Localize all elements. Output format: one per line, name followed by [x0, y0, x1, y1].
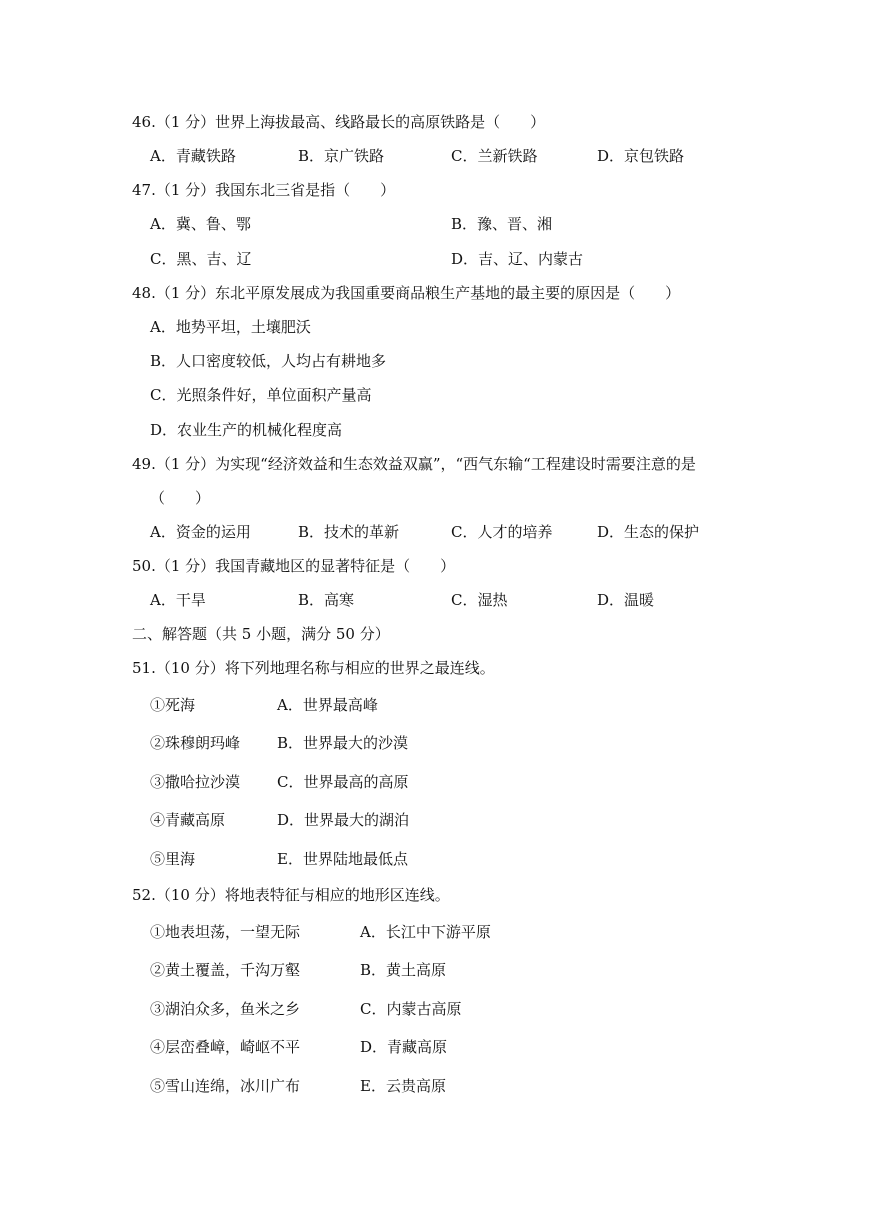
q47-option-c: C．黑、吉、辽 — [150, 250, 252, 268]
q48-option-a: A．地势平坦，土壤肥沃 — [150, 318, 311, 336]
q49-option-d: D．生态的保护 — [597, 523, 700, 541]
q50-option-c: C．湿热 — [451, 591, 508, 609]
q50-option-d: D．温暖 — [597, 591, 655, 609]
q46-option-b: B．京广铁路 — [298, 147, 385, 165]
question-52-stem: 52.（10 分）将地表特征与相应的地形区连线。 — [132, 886, 450, 904]
question-49-stem: 49.（1 分）为实现“经济效益和生态效益双赢”，“西气东输“工程建设时需要注意的是 — [132, 455, 696, 473]
q52-left-item: ②黄土覆盖，千沟万壑 — [150, 961, 301, 979]
q51-right-item: A．世界最高峰 — [277, 696, 378, 714]
q46-option-a: A．青藏铁路 — [150, 147, 236, 165]
q49-option-c: C．人才的培养 — [451, 523, 553, 541]
q47-option-d: D．吉、辽、内蒙古 — [451, 250, 584, 268]
q51-right-item: C．世界最高的高原 — [277, 773, 409, 791]
q51-right-item: E．世界陆地最低点 — [277, 850, 408, 868]
question-51-stem: 51.（10 分）将下列地理名称与相应的世界之最连线。 — [132, 659, 495, 677]
q47-option-b: B．豫、晋、湘 — [451, 215, 553, 233]
q49-option-a: A．资金的运用 — [150, 523, 251, 541]
q52-right-item: A．长江中下游平原 — [360, 923, 491, 941]
q52-left-item: ①地表坦荡，一望无际 — [150, 923, 301, 941]
q51-right-item: B．世界最大的沙漠 — [277, 734, 409, 752]
question-49-answer-blank: （ ） — [150, 489, 211, 507]
q51-left-item: ②珠穆朗玛峰 — [150, 734, 241, 752]
q51-right-item: D．世界最大的湖泊 — [277, 811, 410, 829]
question-47-stem: 47.（1 分）我国东北三省是指（ ） — [132, 181, 396, 199]
q50-option-b: B．高寒 — [298, 591, 355, 609]
q50-option-a: A．干旱 — [150, 591, 206, 609]
q48-option-d: D．农业生产的机械化程度高 — [150, 421, 343, 439]
q47-option-a: A．冀、鲁、鄂 — [150, 215, 251, 233]
question-50-stem: 50.（1 分）我国青藏地区的显著特征是（ ） — [132, 557, 456, 575]
q51-left-item: ①死海 — [150, 696, 196, 714]
q52-left-item: ⑤雪山连绵，冰川广布 — [150, 1077, 301, 1095]
q48-option-b: B．人口密度较低，人均占有耕地多 — [150, 352, 387, 370]
q51-left-item: ③撒哈拉沙漠 — [150, 773, 241, 791]
question-46-stem: 46.（1 分）世界上海拔最高、线路最长的高原铁路是（ ） — [132, 113, 546, 131]
q48-option-c: C．光照条件好，单位面积产量高 — [150, 386, 372, 404]
q52-right-item: B．黄土高原 — [360, 961, 447, 979]
question-48-stem: 48.（1 分）东北平原发展成为我国重要商品粮生产基地的最主要的原因是（ ） — [132, 284, 681, 302]
q52-right-item: D．青藏高原 — [360, 1038, 448, 1056]
q52-left-item: ④层峦叠嶂，崎岖不平 — [150, 1038, 301, 1056]
q49-option-b: B．技术的革新 — [298, 523, 400, 541]
q51-left-item: ⑤里海 — [150, 850, 196, 868]
q52-left-item: ③湖泊众多，鱼米之乡 — [150, 1000, 301, 1018]
q51-left-item: ④青藏高原 — [150, 811, 226, 829]
q46-option-c: C．兰新铁路 — [451, 147, 538, 165]
section-2-heading: 二、解答题（共 5 小题，满分 50 分） — [132, 625, 390, 643]
q52-right-item: E．云贵高原 — [360, 1077, 446, 1095]
q52-right-item: C．内蒙古高原 — [360, 1000, 462, 1018]
q46-option-d: D．京包铁路 — [597, 147, 685, 165]
